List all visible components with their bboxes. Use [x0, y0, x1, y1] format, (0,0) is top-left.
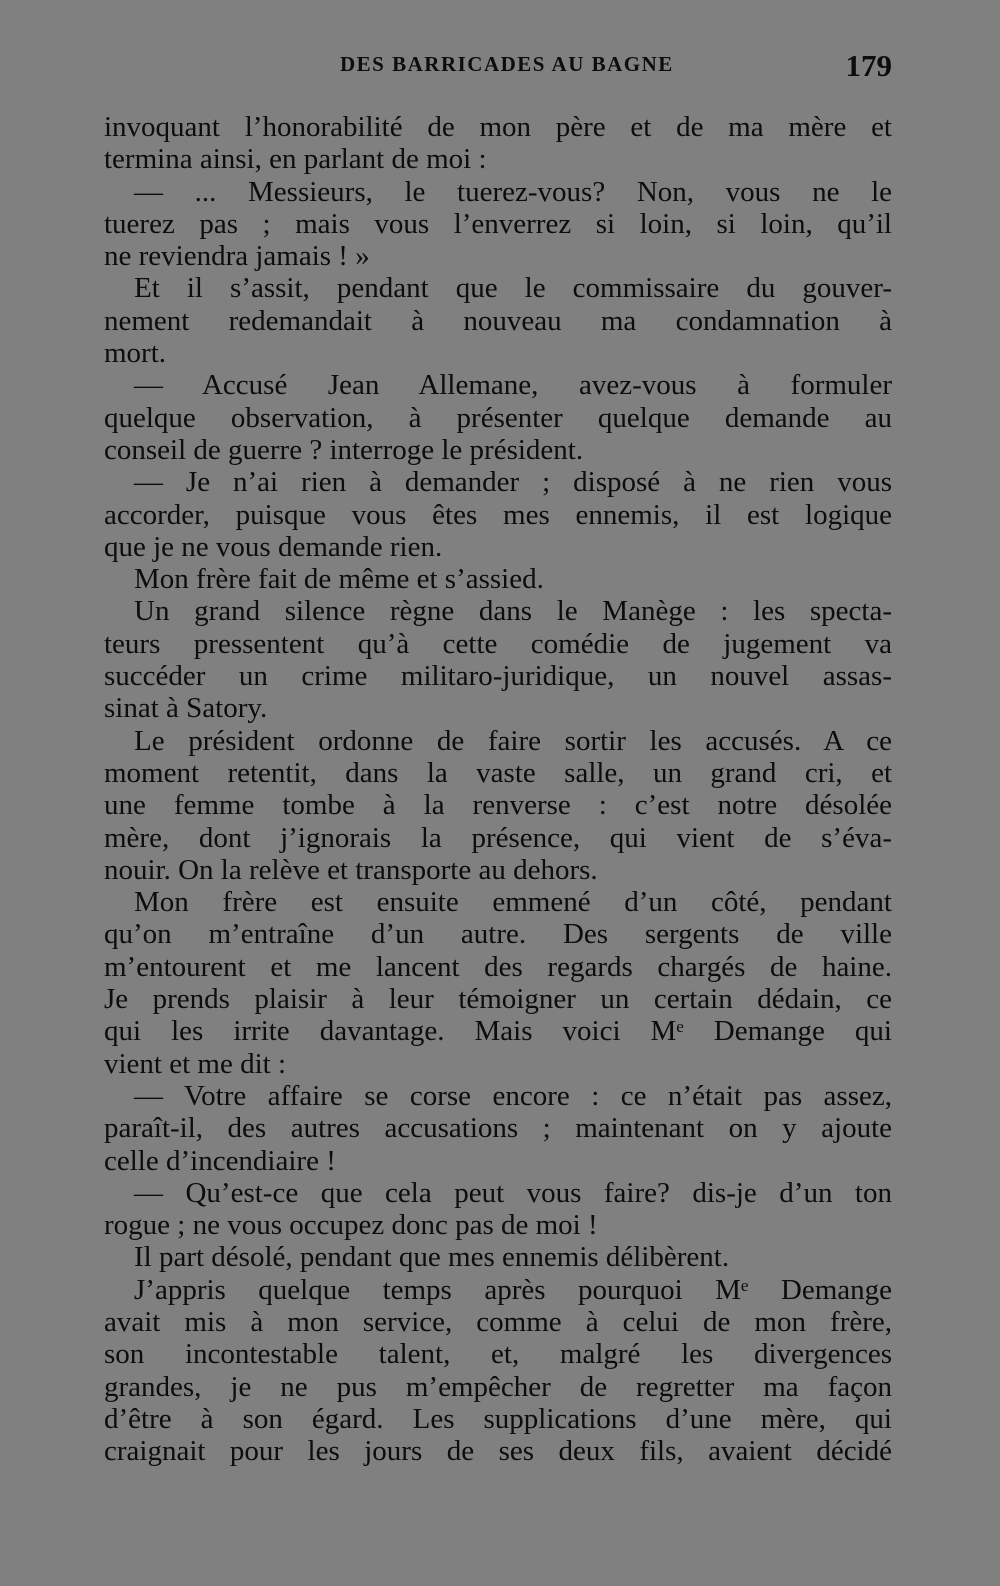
text-line: — Accusé Jean Allemane, avez-vous à formuler: [134, 369, 892, 402]
text-line: sinat à Satory.: [104, 692, 268, 725]
text-line: mère, dont j’ignorais la présence, qui vient de s’éva-: [104, 821, 892, 854]
body-text: [104, 111, 892, 1467]
text-line: vient et me dit :: [104, 1047, 287, 1080]
text-line: qui les irrite davantage. Mais voici Mᵉ Demange qui: [104, 1015, 892, 1048]
text-line: avait mis à mon service, comme à celui de mon frère,: [104, 1305, 892, 1338]
text-line: Le président ordonne de faire sortir les accusés. A ce: [134, 724, 892, 757]
text-line: son incontestable talent, et, malgré les divergences: [104, 1338, 892, 1371]
text-line: nement redemandait à nouveau ma condamnation à: [104, 304, 892, 337]
text-line: — ... Messieurs, le tuerez-vous? Non, vous ne le: [134, 175, 892, 208]
page-number: 179: [845, 48, 892, 83]
text-line: moment retentit, dans la vaste salle, un grand cri, et: [104, 756, 892, 789]
running-header: [104, 50, 892, 90]
text-line: termina ainsi, en parlant de moi :: [104, 143, 487, 176]
text-line: quelque observation, à présenter quelque demande au: [104, 401, 892, 434]
text-line: accorder, puisque vous êtes mes ennemis, il est logique: [104, 498, 892, 531]
text-line: craignait pour les jours de ses deux fils, avaient décidé: [104, 1435, 892, 1468]
text-line: mort.: [104, 337, 167, 370]
running-title: DES BARRICADES AU BAGNE: [340, 52, 674, 76]
text-line: Et il s’assit, pendant que le commissaire du gouver-: [134, 272, 892, 305]
text-line: invoquant l’honorabilité de mon père et de ma mère et: [104, 111, 892, 143]
text-line: — Je n’ai rien à demander ; disposé à ne rien vous: [134, 466, 892, 499]
text-line: une femme tombe à la renverse : c’est notre désolée: [104, 789, 892, 822]
text-line: Un grand silence règne dans le Manège : les specta-: [134, 595, 892, 628]
text-line: J’appris quelque temps après pourquoi Mᵉ Demange: [134, 1273, 892, 1306]
text-line: Mon frère est ensuite emmené d’un côté, pendant: [134, 886, 892, 919]
text-line: que je ne vous demande rien.: [104, 530, 443, 563]
text-line: Mon frère fait de même et s’assied.: [134, 563, 544, 596]
text-line: d’être à son égard. Les supplications d’une mère, qui: [104, 1402, 892, 1435]
text-line: ne reviendra jamais ! »: [104, 240, 370, 273]
text-line: m’entourent et me lancent des regards chargés de haine.: [104, 950, 892, 983]
text-line: tuerez pas ; mais vous l’enverrez si loin, si loin, qu’il: [104, 207, 892, 240]
text-line: rogue ; ne vous occupez donc pas de moi !: [104, 1209, 598, 1242]
text-line: paraît-il, des autres accusations ; maintenant on y ajoute: [104, 1112, 892, 1145]
text-line: celle d’incendiaire !: [104, 1144, 336, 1177]
text-line: Je prends plaisir à leur témoigner un certain dédain, ce: [104, 983, 892, 1016]
text-line: Il part désolé, pendant que mes ennemis délibèrent.: [134, 1241, 730, 1274]
text-line: qu’on m’entraîne d’un autre. Des sergents de ville: [104, 918, 892, 951]
text-line: succéder un crime militaro-juridique, un nouvel assas-: [104, 660, 892, 693]
text-line: grandes, je ne pus m’empêcher de regretter ma façon: [104, 1370, 892, 1403]
text-line: — Votre affaire se corse encore : ce n’était pas assez,: [134, 1079, 892, 1112]
text-line: — Qu’est-ce que cela peut vous faire? dis-je d’un ton: [134, 1176, 892, 1209]
text-line: nouir. On la relève et transporte au dehors.: [104, 853, 598, 886]
text-line: teurs pressentent qu’à cette comédie de jugement va: [104, 627, 892, 660]
text-line: conseil de guerre ? interroge le président.: [104, 433, 584, 466]
